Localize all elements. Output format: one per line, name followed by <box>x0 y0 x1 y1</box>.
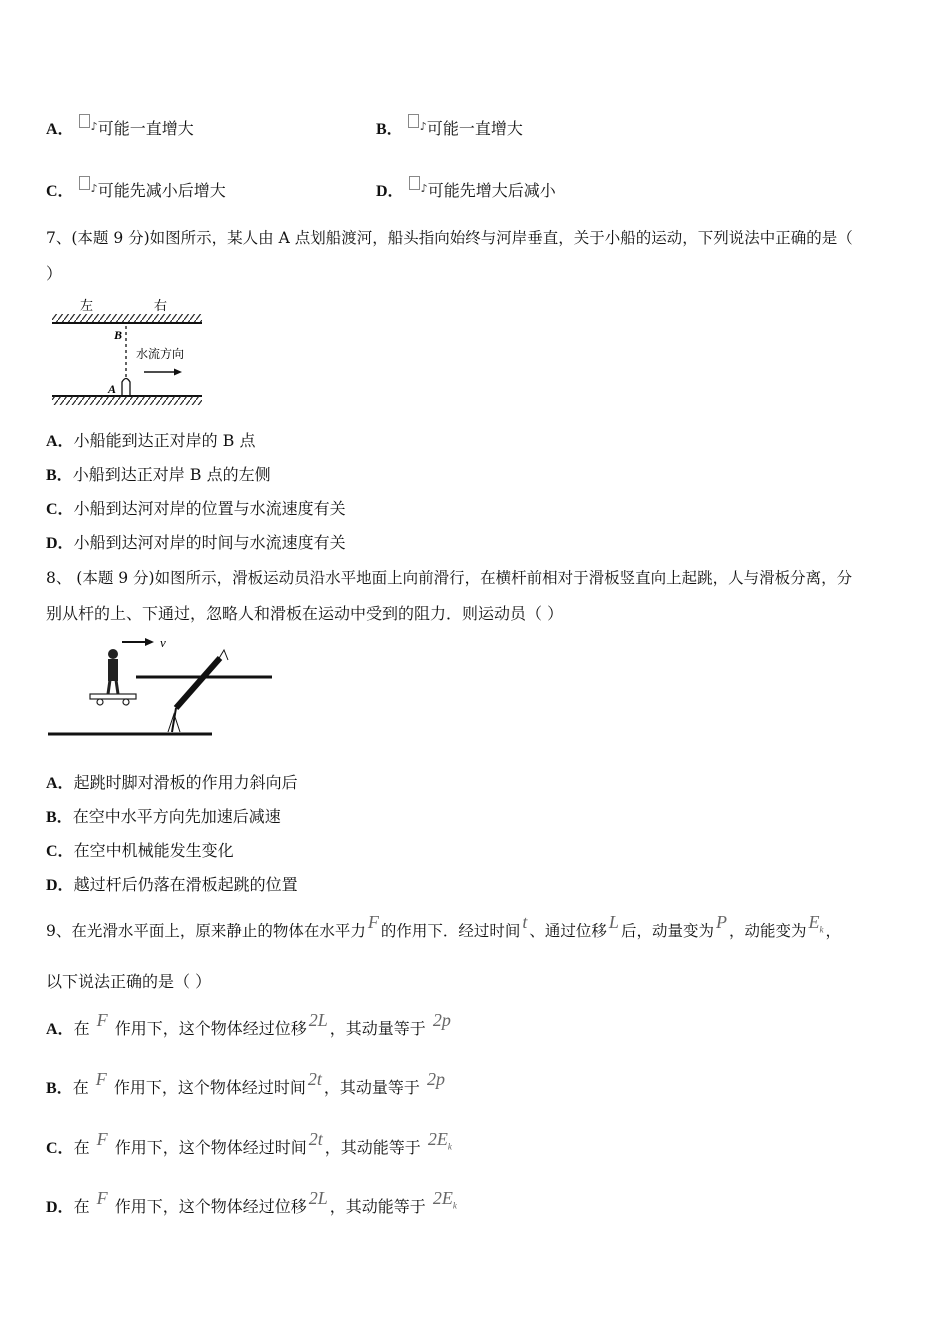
fig-flow-label: 水流方向 <box>136 347 185 361</box>
q6-option-a[interactable]: A． ♪可能一直增大 <box>46 114 194 140</box>
missing-glyph-icon <box>79 114 90 128</box>
bottom-bank-hatch <box>52 396 202 405</box>
q9-option-b[interactable]: B．在 F 作用下，这个物体经过时间 2t ，其动量等于 2p <box>46 1069 446 1097</box>
q8-stem-line2: 别从杆的上、下通过，忽略人和滑板在运动中受到的阻力．则运动员（ ） <box>46 604 564 623</box>
skater-leg <box>116 680 118 694</box>
skateboard-icon <box>90 694 136 699</box>
music-note-icon: ♪ <box>90 182 98 195</box>
missing-glyph-icon <box>79 176 90 190</box>
q9-option-a[interactable]: A．在 F 作用下，这个物体经过位移 2L ，其动量等于 2p <box>46 1010 451 1038</box>
q6-option-c[interactable]: C． ♪可能先减小后增大 <box>46 176 226 202</box>
var-p: P <box>715 912 727 932</box>
q8-stem-line1: 8、 (本题 9 分)如图所示，滑板运动员沿水平地面上向前滑行，在横杆前相对于滑板竖直向上起跳，人与滑板分离，分 <box>46 569 853 587</box>
q9-option-c[interactable]: C．在 F 作用下，这个物体经过时间 2t ，其动能等于 $2E_k$ <box>46 1129 452 1157</box>
q9-stem-line2: 以下说法正确的是（ ） <box>46 972 212 991</box>
q6-option-b[interactable]: B． ♪可能一直增大 <box>376 114 523 140</box>
pole-support <box>172 708 176 732</box>
boat-icon <box>122 379 130 397</box>
q8-skateboard-figure <box>46 632 276 742</box>
upper-pole-segment <box>176 658 220 708</box>
skater-body-icon <box>108 659 118 681</box>
q7-stem-line2: ） <box>46 264 63 283</box>
q7-option-d[interactable]: D．小船到达河对岸的时间与水流速度有关 <box>46 533 346 552</box>
wheel-icon <box>123 699 129 705</box>
q7-option-c[interactable]: C．小船到达河对岸的位置与水流速度有关 <box>46 499 346 518</box>
fig-point-a: A <box>108 382 117 396</box>
q9-stem-line1: 9、在光滑水平面上，原来静止的物体在水平力 F 的作用下．经过时间 t 、通过位移 L 后，动量变为 P ，动能变为 $E_k$ ， <box>46 912 841 940</box>
fig-left-label: 左 <box>80 299 94 314</box>
q6-option-d[interactable]: D． ♪可能先增大后减小 <box>376 176 556 202</box>
q8-option-a[interactable]: A．起跳时脚对滑板的作用力斜向后 <box>46 773 298 792</box>
fig-velocity-label: v <box>160 635 166 650</box>
music-note-icon: ♪ <box>419 120 427 133</box>
missing-glyph-icon <box>409 176 420 190</box>
wheel-icon <box>97 699 103 705</box>
music-note-icon: ♪ <box>90 120 98 133</box>
var-t: t <box>522 912 528 932</box>
q9-option-d[interactable]: D．在 F 作用下，这个物体经过位移 2L ，其动能等于 $2E_k$ <box>46 1188 457 1216</box>
flow-arrow-head <box>174 369 182 376</box>
velocity-arrow-head <box>145 638 154 646</box>
q7-option-b[interactable]: B．小船到达正对岸 B 点的左侧 <box>46 465 271 484</box>
q7-option-a[interactable]: A．小船能到达正对岸的 B 点 <box>46 431 256 450</box>
top-bank-hatch <box>52 314 202 323</box>
fig-point-b: B <box>114 328 123 342</box>
skater-head-icon <box>108 649 118 659</box>
q8-option-b[interactable]: B．在空中水平方向先加速后减速 <box>46 807 281 826</box>
q7-river-figure <box>46 296 208 408</box>
var-ek: $E_k$ <box>808 912 824 935</box>
fig-right-label: 右 <box>154 299 168 314</box>
q8-option-c[interactable]: C．在空中机械能发生变化 <box>46 841 234 860</box>
q8-option-d[interactable]: D．越过杆后仍落在滑板起跳的位置 <box>46 875 298 894</box>
var-l: L <box>608 912 619 932</box>
skater-leg <box>108 680 110 694</box>
missing-glyph-icon <box>408 114 419 128</box>
q7-stem-line1: 7、(本题 9 分)如图所示，某人由 A 点划船渡河，船头指向始终与河岸垂直，关于小船的运动，下列说法中正确的是（ <box>46 229 853 247</box>
var-f: F <box>367 912 379 932</box>
music-note-icon: ♪ <box>420 182 428 195</box>
